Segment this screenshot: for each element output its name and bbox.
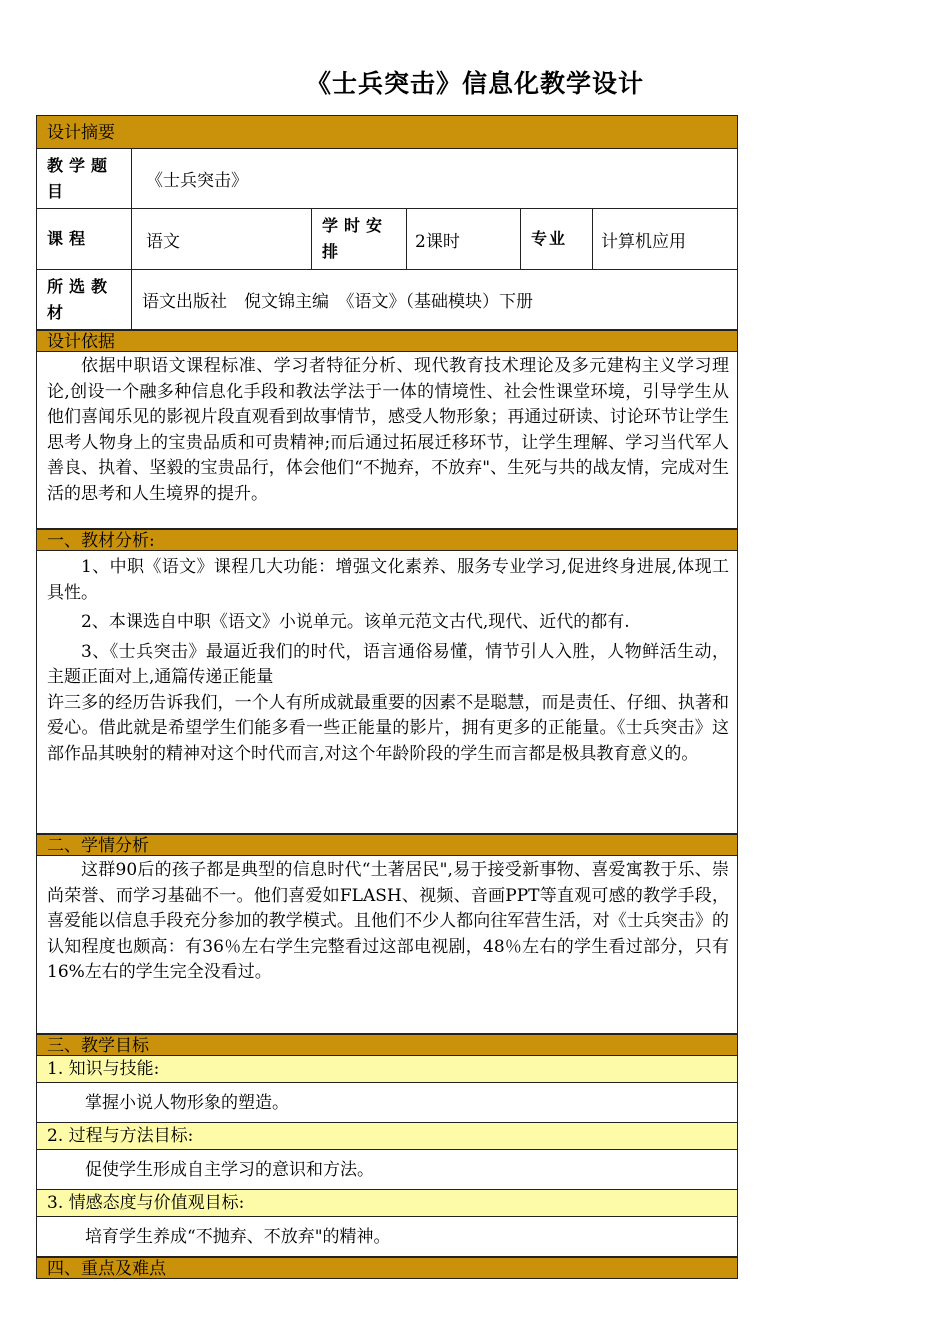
material-point-4: 许三多的经历告诉我们，一个人有所成就最重要的因素不是聪慧，而是责任、仔细、执著和爱心。借此就是希望学生们能多看一些正能量的影片，拥有更多的正能量。《士兵突击》这部作品其映射的精神对这个时代而言,对这个年龄阶段的学生而言都是极具教育意义的。 (47, 692, 729, 764)
topic-row (37, 149, 737, 209)
goals-header: 三、教学目标 (37, 1034, 737, 1056)
course-label: 课程 (37, 209, 132, 269)
basis-body (37, 352, 737, 529)
goal-1-label: 1. 知识与技能: (37, 1056, 737, 1083)
document-title: 《士兵突击》信息化教学设计 (305, 69, 644, 98)
learners-body (37, 856, 737, 1034)
major-value: 计算机应用 (601, 231, 686, 252)
goal-2-text: 促使学生形成自主学习的意识和方法。 (37, 1150, 737, 1190)
textbook-value: 语文出版社 倪文锦主编 《语文》（基础模块）下册 (142, 292, 533, 312)
lesson-plan-table (36, 115, 738, 1279)
goal-2-label: 2. 过程与方法目标: (37, 1123, 737, 1150)
goal-3-text: 培育学生养成“不抛弃、不放弃"的精神。 (37, 1217, 737, 1257)
goal-3-label: 3. 情感态度与价值观目标: (37, 1190, 737, 1217)
material-point-1: 1、中职《语文》课程几大功能：增强文化素养、服务专业学习,促进终身进展,体现工具性。 (47, 557, 729, 603)
schedule-value: 2课时 (407, 209, 521, 269)
learners-text: 这群90后的孩子都是典型的信息时代“土著居民",易于接受新事物、喜爱寓教于乐、崇尚荣誉、而学习基础不一。他们喜爱如FLASH、视频、音画PPT等直观可感的教学手段，喜爱能以信息手段充分参加的教学模式。且他们不少人都向往军营生活，对《士兵突击》的认知程度也颇高：有36％左右学生完整看过这部电视剧，48％左右的学生看过部分，只有16%左右的学生完全没看过。 (47, 860, 729, 982)
learners-header: 二、学情分析 (37, 834, 737, 856)
course-row (37, 209, 737, 270)
course-value: 语文 (132, 209, 312, 269)
material-header: 一、教材分析: (37, 529, 737, 551)
material-point-2: 2、本课选自中职《语文》小说单元。该单元范文古代,现代、近代的都有. (81, 612, 630, 632)
schedule-label: 学时安排 (312, 209, 407, 269)
textbook-label: 所选教材 (37, 270, 132, 329)
summary-header: 设计摘要 (37, 115, 737, 149)
basis-text: 依据中职语文课程标准、学习者特征分析、现代教育技术理论及多元建构主义学习理论,创设一个融多种信息化手段和教法学法于一体的情境性、社会性课堂环境，引导学生从他们喜闻乐见的影视片段直观看到故事情节，感受人物形象；再通过研读、讨论环节让学生思考人物身上的宝贵品质和可贵精神;而后通过拓展迁移环节，让学生理解、学习当代军人善良、执着、坚毅的宝贵品行，体会他们“不抛弃，不放弃"、生死与共的战友情，完成对生活的思考和人生境界的提升。 (47, 356, 729, 504)
material-body (37, 551, 737, 834)
material-point-3: 3、《士兵突击》最逼近我们的时代，语言通俗易懂，情节引人入胜，人物鲜活生动，主题正面对上,通篇传递正能量 (47, 641, 729, 687)
keypoints-header: 四、重点及难点 (37, 1257, 737, 1279)
goal-1-text: 掌握小说人物形象的塑造。 (37, 1083, 737, 1123)
basis-header: 设计依据 (37, 330, 737, 352)
topic-label: 教学题目 (37, 149, 132, 208)
major-label: 专业 (521, 209, 593, 269)
textbook-row (37, 270, 737, 330)
topic-value: 《士兵突击》 (146, 171, 248, 191)
